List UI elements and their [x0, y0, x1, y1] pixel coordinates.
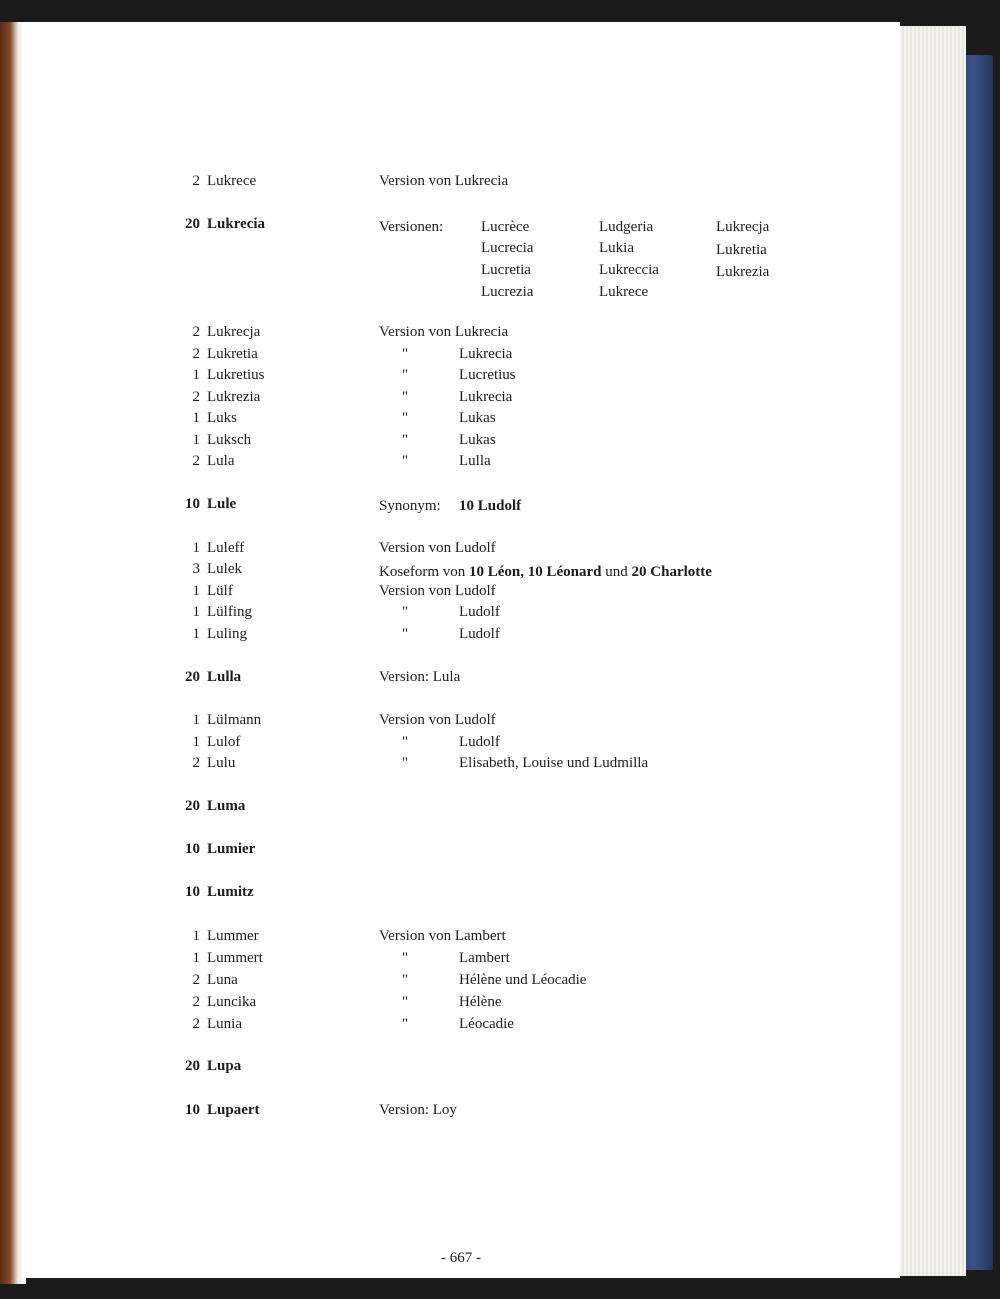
ditto-mark: " — [402, 994, 409, 1010]
entry-reference: Elisabeth, Louise und Ludmilla — [459, 755, 649, 771]
entry-row — [22, 407, 892, 429]
synonym-line — [22, 495, 892, 517]
versions-line-2 — [22, 237, 892, 259]
synonym-reference: 10 Ludolf — [459, 498, 522, 514]
entry-row — [22, 170, 892, 192]
entry-name: Lukrezia — [207, 389, 261, 405]
entry-count: 20 — [185, 669, 200, 685]
entry-name: Lukrecja — [207, 324, 261, 340]
entry-count: 2 — [192, 755, 200, 771]
entry-description: Version: Lula — [379, 669, 461, 685]
entry-name: Lülf — [207, 583, 233, 599]
entry-name: Lülmann — [207, 712, 262, 728]
entry-row — [22, 838, 892, 860]
entry-name: Lunia — [207, 1016, 242, 1032]
version-name: Lukrece — [599, 284, 649, 300]
entry-row — [22, 925, 892, 947]
entry-count: 20 — [185, 798, 200, 814]
entry-count: 1 — [192, 604, 200, 620]
ditto-mark: " — [402, 1016, 409, 1032]
koseform-conjunction: und — [601, 564, 632, 580]
ditto-mark: " — [402, 755, 409, 771]
version-name: Lukrecja — [716, 219, 770, 235]
version-name: Lucrecia — [481, 240, 534, 256]
entry-row — [22, 429, 892, 451]
entry-row — [22, 795, 892, 817]
versions-line-1 — [22, 216, 892, 238]
entry-description: Version von Lukrecia — [379, 324, 509, 340]
entry-name: Lülfing — [207, 604, 252, 620]
versions-line-4 — [22, 281, 892, 303]
entry-count: 1 — [192, 928, 200, 944]
version-name: Lucrezia — [481, 284, 534, 300]
entry-row — [22, 947, 892, 969]
entry-row — [22, 752, 892, 774]
entry-name: Lulof — [207, 734, 241, 750]
entry-count: 10 — [185, 1102, 200, 1118]
ditto-mark: " — [402, 367, 409, 383]
entry-reference: Léocadie — [459, 1016, 514, 1032]
synonym-label: Synonym: — [379, 498, 441, 514]
entry-name: Lula — [207, 453, 235, 469]
entry-name: Luncika — [207, 994, 257, 1010]
entry-name: Lummert — [207, 950, 263, 966]
entry-reference: Ludolf — [459, 604, 500, 620]
ditto-mark: " — [402, 453, 409, 469]
entry-name: Luma — [207, 798, 246, 814]
entry-count: 2 — [192, 453, 200, 469]
ditto-mark: " — [402, 389, 409, 405]
entry-name: Lukrece — [207, 173, 257, 189]
entry-count: 2 — [192, 1016, 200, 1032]
entry-count: 1 — [192, 367, 200, 383]
version-name: Lucrèce — [481, 219, 530, 235]
entry-name: Lulla — [207, 669, 242, 685]
entry-reference: Lambert — [459, 950, 510, 966]
entry-count: 1 — [192, 626, 200, 642]
entry-count: 1 — [192, 712, 200, 728]
entry-reference: Hélène — [459, 994, 502, 1010]
ditto-mark: " — [402, 972, 409, 988]
entry-count: 1 — [192, 540, 200, 556]
entry-name: Lupaert — [207, 1102, 260, 1118]
version-name: Ludgeria — [599, 219, 654, 235]
entry-row — [22, 666, 892, 688]
entry-description: Version von Lambert — [379, 928, 506, 944]
entry-row — [22, 537, 892, 559]
entry-row — [22, 1013, 892, 1035]
entry-name: Lupa — [207, 1058, 242, 1074]
entry-row — [22, 709, 892, 731]
book-page — [22, 22, 900, 1278]
koseform-prefix: Koseform von — [379, 564, 469, 580]
entry-count: 2 — [192, 324, 200, 340]
entry-name: Lulek — [207, 561, 242, 577]
entry-count: 3 — [192, 561, 200, 577]
version-name: Lukrezia — [716, 264, 770, 280]
page-number: - 667 - — [441, 1250, 481, 1266]
entry-description: Version: Loy — [379, 1102, 457, 1118]
version-name: Lucretia — [481, 262, 531, 278]
entry-count: 1 — [192, 583, 200, 599]
versions-label: Versionen: — [379, 219, 444, 235]
entry-name: Luksch — [207, 432, 252, 448]
entry-name: Lukretia — [207, 346, 258, 362]
entry-name: Luleff — [207, 540, 245, 556]
entry-count: 1 — [192, 432, 200, 448]
entry-row — [22, 991, 892, 1013]
entry-count: 2 — [192, 972, 200, 988]
entry-reference: Lucretius — [459, 367, 516, 383]
entry-count: 10 — [185, 841, 200, 857]
entry-reference: Lukas — [459, 432, 496, 448]
entry-reference: Lukrecia — [459, 346, 513, 362]
entry-count: 10 — [185, 496, 200, 512]
ditto-mark: " — [402, 734, 409, 750]
entry-count: 2 — [192, 346, 200, 362]
ditto-mark: " — [402, 410, 409, 426]
entry-name: Luks — [207, 410, 237, 426]
entry-reference: Lulla — [459, 453, 491, 469]
entry-row — [22, 1055, 892, 1077]
entry-name: Lulu — [207, 755, 236, 771]
entry-name: Lukrecia — [207, 216, 266, 232]
ditto-mark: " — [402, 432, 409, 448]
entry-row — [22, 386, 892, 408]
entry-count: 1 — [192, 410, 200, 426]
entry-name: Lummer — [207, 928, 259, 944]
entry-name: Lukretius — [207, 367, 265, 383]
entry-count: 20 — [185, 216, 200, 232]
ditto-mark: " — [402, 346, 409, 362]
entry-row — [22, 580, 892, 602]
entry-row — [22, 623, 892, 645]
koseform-ref-1: 10 Léon, 10 Léonard — [469, 564, 602, 580]
entry-row — [22, 969, 892, 991]
entry-name: Lumitz — [207, 884, 254, 900]
entry-count: 1 — [192, 734, 200, 750]
entry-row — [22, 1099, 892, 1121]
ditto-mark: " — [402, 626, 409, 642]
version-name: Lukia — [599, 240, 634, 256]
entry-row — [22, 321, 892, 343]
version-name: Lukreccia — [599, 262, 659, 278]
entry-count: 10 — [185, 884, 200, 900]
version-name: Lukretia — [716, 242, 767, 258]
entry-description: Version von Ludolf — [379, 540, 496, 556]
entry-row — [22, 558, 892, 580]
entry-count: 2 — [192, 389, 200, 405]
ditto-mark: " — [402, 950, 409, 966]
entry-reference: Ludolf — [459, 626, 500, 642]
entry-count: 2 — [192, 173, 200, 189]
entry-row — [22, 450, 892, 472]
entry-description: Version von Ludolf — [379, 583, 496, 599]
entry-row — [22, 881, 892, 903]
entry-row — [22, 364, 892, 386]
entry-name: Lule — [207, 496, 237, 512]
entry-row — [22, 343, 892, 365]
entry-reference: Lukas — [459, 410, 496, 426]
entry-count: 2 — [192, 994, 200, 1010]
entry-reference: Hélène und Léocadie — [459, 972, 587, 988]
entry-name: Luling — [207, 626, 247, 642]
versions-line-3 — [22, 259, 892, 281]
entry-name: Lumier — [207, 841, 256, 857]
entry-reference: Lukrecia — [459, 389, 513, 405]
entry-count: 20 — [185, 1058, 200, 1074]
entry-name: Luna — [207, 972, 238, 988]
entry-description: Version von Ludolf — [379, 712, 496, 728]
entry-description: Version von Lukrecia — [379, 173, 509, 189]
entry-reference: Ludolf — [459, 734, 500, 750]
entry-row — [22, 601, 892, 623]
entry-count: 1 — [192, 950, 200, 966]
ditto-mark: " — [402, 604, 409, 620]
entry-row — [22, 731, 892, 753]
koseform-ref-2: 20 Charlotte — [631, 564, 712, 580]
